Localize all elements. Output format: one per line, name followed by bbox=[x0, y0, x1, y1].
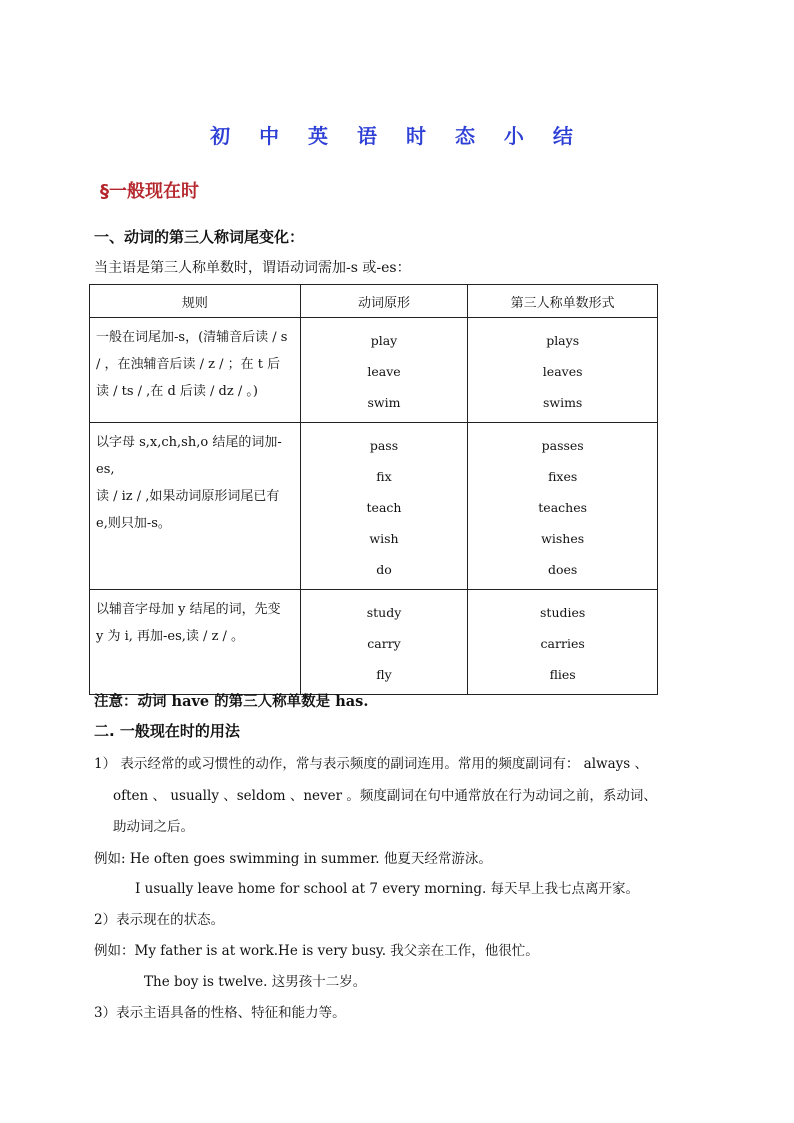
document-title: 初 中 英 语 时 态 小 结 bbox=[210, 124, 584, 148]
verb-base: swim bbox=[367, 395, 401, 410]
usage-point-2: 2）表示现在的状态。 bbox=[94, 912, 225, 928]
verb-base: carry bbox=[367, 636, 401, 651]
usage-point-1: 1） 表示经常的或习惯性的动作，常与表示频度的副词连用。常用的频度副词有： always 、 bbox=[94, 756, 648, 772]
verb-base: study bbox=[366, 605, 402, 620]
table-row bbox=[90, 590, 658, 695]
base-form-cell bbox=[300, 423, 468, 590]
verb-third: fixes bbox=[548, 469, 578, 484]
third-person-cell bbox=[468, 318, 658, 423]
verb-third: leaves bbox=[542, 364, 583, 379]
section-title: §一般现在时 bbox=[100, 181, 199, 202]
rule-cell bbox=[90, 423, 301, 590]
rule-line: y 为 i, 再加-es,读 / z / 。 bbox=[96, 629, 245, 644]
rule-line: 以辅音字母加 y 结尾的词，先变 bbox=[96, 602, 281, 617]
rule-line: 读 / ts / ,在 d 后读 / dz / 。) bbox=[96, 384, 258, 399]
example-line: 例如: He often goes swimming in summer. 他夏天经常游泳。 bbox=[94, 851, 492, 867]
part1-intro: 当主语是第三人称单数时，谓语动词需加-s 或-es： bbox=[94, 260, 411, 276]
rule-line: 读 / iz / ,如果动词原形词尾已有 bbox=[96, 489, 280, 504]
base-form-cell bbox=[300, 590, 468, 695]
verb-base: do bbox=[376, 562, 392, 577]
usage-point-1-cont: 助动词之后。 bbox=[113, 819, 194, 835]
usage-point-1-cont: often 、 usually 、seldom 、never 。频度副词在句中通常放在行为动词之前，系动词、 bbox=[113, 788, 657, 804]
verb-third: does bbox=[547, 562, 578, 577]
verb-third: carries bbox=[540, 636, 585, 651]
part1-heading: 一、动词的第三人称词尾变化： bbox=[94, 228, 305, 246]
verb-rules-table bbox=[89, 284, 658, 695]
table-row bbox=[90, 318, 658, 423]
base-form-cell bbox=[300, 318, 468, 423]
example-line: 例如：My father is at work.He is very busy. 我父亲在工作，他很忙。 bbox=[94, 943, 539, 959]
verb-third: plays bbox=[546, 333, 580, 348]
note-have-has: 注意：动词 have 的第三人称单数是 has. bbox=[94, 693, 369, 710]
verb-base: wish bbox=[369, 531, 399, 546]
verb-third: wishes bbox=[541, 531, 585, 546]
verb-base: teach bbox=[366, 500, 402, 515]
verb-base: play bbox=[370, 333, 398, 348]
rule-line: / ，在浊辅音后读 / z / ；在 t 后 bbox=[96, 357, 281, 372]
example-line: The boy is twelve. 这男孩十二岁。 bbox=[144, 974, 367, 990]
rule-line: 一般在词尾加-s，(清辅音后读 / s bbox=[96, 330, 288, 345]
verb-third: swims bbox=[542, 395, 583, 410]
table-header-cell: 动词原形 bbox=[300, 285, 468, 318]
verb-base: pass bbox=[369, 438, 399, 453]
example-line: I usually leave home for school at 7 every morning. 每天早上我七点离开家。 bbox=[135, 881, 640, 897]
rule-line: e,则只加-s。 bbox=[96, 516, 171, 531]
rule-line: 以字母 s,x,ch,sh,o 结尾的词加-es, bbox=[96, 435, 282, 477]
table-header-cell: 规则 bbox=[90, 285, 301, 318]
verb-base: fix bbox=[376, 469, 392, 484]
part2-heading: 二. 一般现在时的用法 bbox=[94, 722, 240, 740]
verb-third: flies bbox=[549, 667, 576, 682]
third-person-cell bbox=[468, 423, 658, 590]
verb-base: fly bbox=[376, 667, 392, 682]
verb-third: teaches bbox=[538, 500, 588, 515]
rule-cell bbox=[90, 590, 301, 695]
usage-point-3: 3）表示主语具备的性格、特征和能力等。 bbox=[94, 1005, 346, 1021]
rule-cell bbox=[90, 318, 301, 423]
verb-third: passes bbox=[541, 438, 584, 453]
verb-base: leave bbox=[367, 364, 401, 379]
verb-third: studies bbox=[540, 605, 586, 620]
table-row bbox=[90, 423, 658, 590]
table-header-cell: 第三人称单数形式 bbox=[468, 285, 658, 318]
table-header-row bbox=[90, 285, 658, 318]
third-person-cell bbox=[468, 590, 658, 695]
